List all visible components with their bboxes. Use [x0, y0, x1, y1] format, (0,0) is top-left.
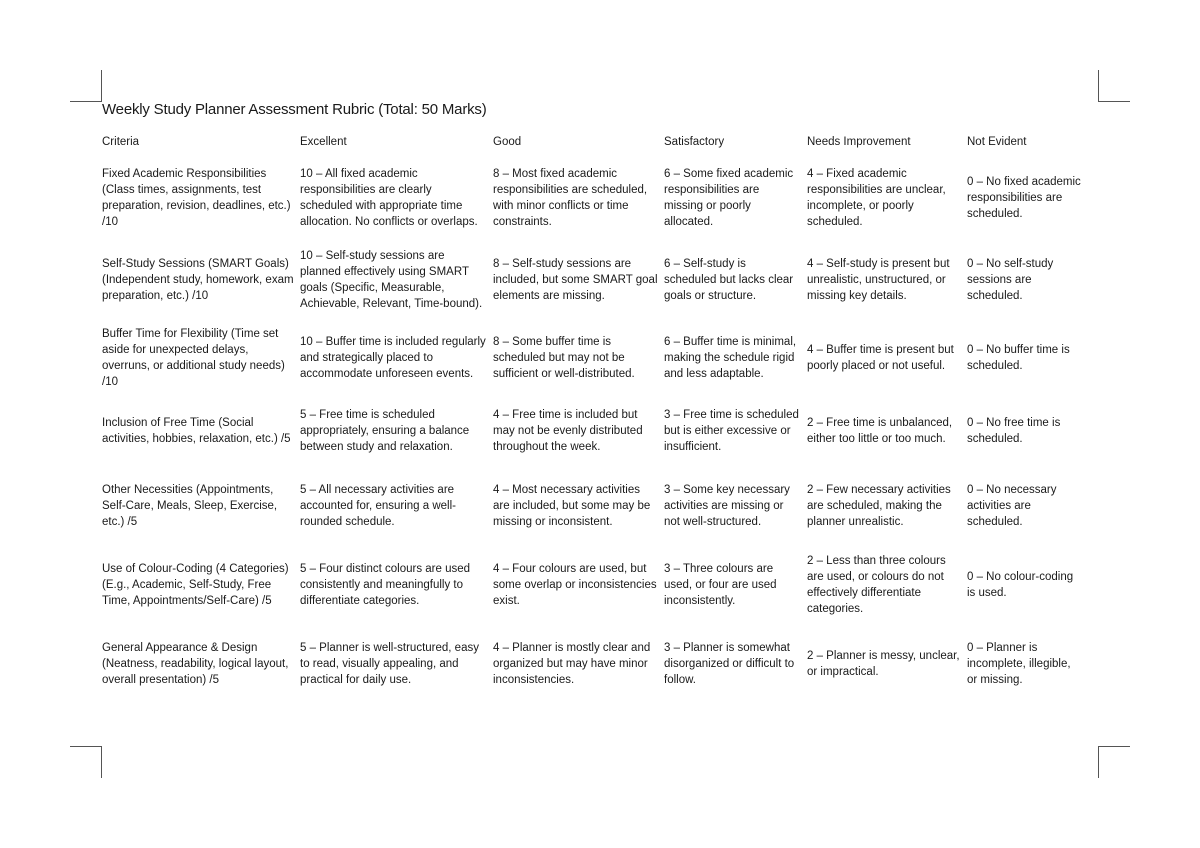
not-evident-cell: 0 – No fixed academic responsibilities are scheduled. — [967, 176, 1081, 220]
rubric-table — [102, 134, 1087, 704]
not-evident-cell: 0 – No free time is scheduled. — [967, 417, 1061, 445]
needs-improvement-cell: 4 – Buffer time is present but poorly placed or not useful. — [807, 344, 954, 372]
column-header-needs-improvement: Needs Improvement — [807, 136, 911, 148]
excellent-cell: 5 – Planner is well-structured, easy to read, visually appealing, and practical for daily use. — [300, 642, 479, 686]
satisfactory-cell: 6 – Buffer time is minimal, making the schedule rigid and less adaptable. — [664, 336, 797, 380]
satisfactory-cell: 3 – Three colours are used, or four are used inconsistently. — [664, 563, 777, 607]
table-row — [102, 546, 1087, 624]
rubric-header-row — [102, 134, 1087, 156]
satisfactory-cell: 3 – Free time is scheduled but is either excessive or insufficient. — [664, 409, 799, 453]
not-evident-cell: 0 – No colour-coding is used. — [967, 571, 1074, 599]
table-row — [102, 396, 1087, 466]
criteria-cell: Other Necessities (Appointments, Self-Care, Meals, Sleep, Exercise, etc.) /5 — [102, 484, 278, 528]
needs-improvement-cell: 4 – Fixed academic responsibilities are unclear, incomplete, or poorly scheduled. — [807, 168, 946, 228]
crop-mark-top-left-horizontal — [70, 101, 102, 102]
crop-mark-bottom-left-vertical — [101, 746, 102, 778]
criteria-cell: Self-Study Sessions (SMART Goals) (Independent study, homework, exam preparation, etc.) /10 — [102, 258, 294, 302]
criteria-cell: Inclusion of Free Time (Social activities, hobbies, relaxation, etc.) /5 — [102, 417, 291, 445]
good-cell: 4 – Most necessary activities are included, but some may be missing or inconsistent. — [493, 484, 651, 528]
needs-improvement-cell: 2 – Planner is messy, unclear, or impractical. — [807, 650, 960, 678]
crop-mark-bottom-right-vertical — [1098, 746, 1099, 778]
table-row — [102, 156, 1087, 240]
not-evident-cell: 0 – No buffer time is scheduled. — [967, 344, 1070, 372]
column-header-excellent: Excellent — [300, 136, 347, 148]
not-evident-cell: 0 – No necessary activities are scheduled. — [967, 484, 1057, 528]
good-cell: 4 – Four colours are used, but some overlap or inconsistencies exist. — [493, 563, 657, 607]
criteria-cell: General Appearance & Design (Neatness, readability, logical layout, overall presentation) /5 — [102, 642, 289, 686]
column-header-not-evident: Not Evident — [967, 136, 1027, 148]
excellent-cell: 10 – Buffer time is included regularly and strategically placed to accommodate unforeseen events. — [300, 336, 486, 380]
needs-improvement-cell: 2 – Free time is unbalanced, either too little or too much. — [807, 417, 953, 445]
column-header-criteria: Criteria — [102, 136, 140, 148]
crop-mark-bottom-left-horizontal — [70, 746, 102, 747]
crop-mark-bottom-right-horizontal — [1098, 746, 1130, 747]
needs-improvement-cell: 2 – Few necessary activities are scheduled, making the planner unrealistic. — [807, 484, 951, 528]
excellent-cell: 10 – Self-study sessions are planned effectively using SMART goals (Specific, Measurable, Achievable, Relevant, Time-bound). — [300, 250, 483, 310]
needs-improvement-cell: 4 – Self-study is present but unrealistic, unstructured, or missing key details. — [807, 258, 950, 302]
good-cell: 4 – Planner is mostly clear and organized but may have minor inconsistencies. — [493, 642, 651, 686]
excellent-cell: 5 – Free time is scheduled appropriately, ensuring a balance between study and relaxation. — [300, 409, 470, 453]
table-row — [102, 624, 1087, 704]
crop-mark-top-left-vertical — [101, 70, 102, 102]
good-cell: 4 – Free time is included but may not be evenly distributed throughout the week. — [493, 409, 643, 453]
satisfactory-cell: 3 – Planner is somewhat disorganized or difficult to follow. — [664, 642, 795, 686]
satisfactory-cell: 6 – Self-study is scheduled but lacks clear goals or structure. — [664, 258, 794, 302]
crop-mark-top-right-vertical — [1098, 70, 1099, 102]
excellent-cell: 5 – Four distinct colours are used consistently and meaningfully to differentiate categories. — [300, 563, 471, 607]
criteria-cell: Fixed Academic Responsibilities (Class times, assignments, test preparation, revision, deadlines, etc.) /10 — [102, 168, 291, 228]
crop-mark-top-right-horizontal — [1098, 101, 1130, 102]
needs-improvement-cell: 2 – Less than three colours are used, or colours do not effectively differentiate categories. — [807, 555, 946, 615]
good-cell: 8 – Self-study sessions are included, but some SMART goal elements are missing. — [493, 258, 658, 302]
not-evident-cell: 0 – Planner is incomplete, illegible, or missing. — [967, 642, 1071, 686]
excellent-cell: 5 – All necessary activities are accounted for, ensuring a well-rounded schedule. — [300, 484, 456, 528]
table-row — [102, 320, 1087, 396]
column-header-satisfactory: Satisfactory — [664, 136, 725, 148]
good-cell: 8 – Most fixed academic responsibilities are scheduled, with minor conflicts or time constraints. — [493, 168, 648, 228]
table-row — [102, 240, 1087, 320]
good-cell: 8 – Some buffer time is scheduled but may not be sufficient or well-distributed. — [493, 336, 635, 380]
document-title: Weekly Study Planner Assessment Rubric (Total: 50 Marks) — [102, 101, 487, 118]
excellent-cell: 10 – All fixed academic responsibilities are clearly scheduled with appropriate time allocation. No conflicts or overlaps. — [300, 168, 478, 228]
not-evident-cell: 0 – No self-study sessions are scheduled. — [967, 258, 1054, 302]
criteria-cell: Buffer Time for Flexibility (Time set aside for unexpected delays, overruns, or additional study needs) /10 — [102, 328, 285, 388]
satisfactory-cell: 3 – Some key necessary activities are missing or not well-structured. — [664, 484, 790, 528]
column-header-good: Good — [493, 136, 522, 148]
table-row — [102, 466, 1087, 546]
criteria-cell: Use of Colour-Coding (4 Categories) (E.g., Academic, Self-Study, Free Time, Appointments/Self-Care) /5 — [102, 563, 289, 607]
satisfactory-cell: 6 – Some fixed academic responsibilities are missing or poorly allocated. — [664, 168, 794, 228]
